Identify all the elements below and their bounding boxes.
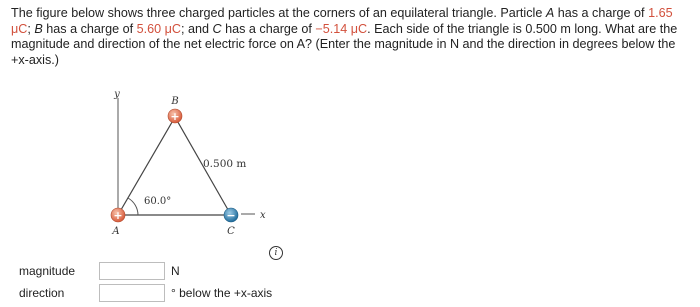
direction-unit: ° below the +x-axis — [171, 286, 273, 300]
info-icon[interactable]: i — [269, 246, 283, 260]
triangle-figure — [105, 88, 295, 238]
particle-a-sign: + — [113, 209, 123, 222]
y-axis-label: y — [114, 89, 120, 100]
particle-c-sign: − — [226, 209, 236, 222]
direction-input[interactable] — [99, 284, 165, 302]
direction-label: direction — [19, 286, 65, 300]
charge-c-value: −5.14 μC — [315, 21, 368, 36]
magnitude-input[interactable] — [99, 262, 165, 280]
magnitude-label: magnitude — [19, 264, 76, 278]
particle-c-label: C — [227, 226, 235, 237]
x-axis-label: x — [260, 210, 266, 221]
magnitude-unit: N — [171, 264, 180, 278]
charge-a-value: 1.65 μC — [11, 6, 673, 36]
particle-a-label: A — [112, 226, 120, 237]
charge-b-value: 5.60 μC — [136, 21, 181, 36]
particle-b-sign: + — [170, 110, 180, 123]
angle-arc — [128, 198, 138, 215]
particle-b-label: B — [171, 96, 179, 107]
angle-label: 60.0° — [144, 196, 172, 207]
side-length-label: 0.500 m — [203, 158, 247, 170]
question-text: The figure below shows three charged particles at the corners of an equilateral triangle. Particle A has a charge of 1.65 μC; B has a charge of 5.60 μC; and C has a charge of −5.14 μC. Each side of the triangle is 0.500 m long. What are the magnitude and direction of the net electric force on A? (Enter the magnitude in N and the direction in degrees below the +x-axis.) — [11, 6, 678, 67]
